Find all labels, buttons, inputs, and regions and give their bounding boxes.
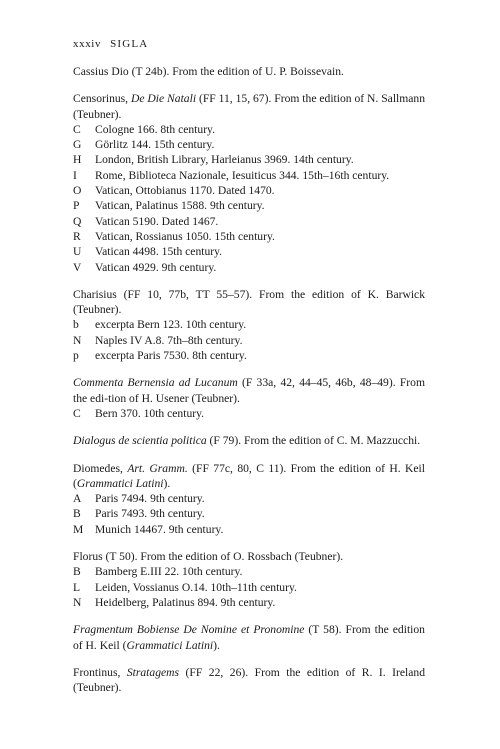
manuscript-row (73, 244, 425, 259)
source-text: Cassius Dio (T 24b). From the edition of U. P. Boissevain. (73, 65, 344, 78)
siglum: U (73, 245, 82, 259)
manuscript-description: Vatican 4498. 15th century. (95, 245, 223, 259)
running-head (73, 38, 148, 50)
manuscript-row (73, 333, 425, 348)
manuscript-description: Munich 14467. 9th century. (95, 522, 224, 536)
entry-source (73, 91, 425, 122)
manuscript-description: excerpta Bern 123. 10th century. (95, 318, 247, 332)
siglum: V (73, 260, 82, 274)
sigla-entry (73, 287, 425, 363)
entry-source (73, 549, 425, 564)
source-text: Diomedes, (73, 461, 128, 475)
manuscript-row (73, 152, 425, 167)
source-text: Charisius (FF 10, 77b, TT 55–57). From the edition of K. Barwick (Teubner). (73, 287, 425, 317)
manuscript-description: Vatican, Palatinus 1588. 9th century. (95, 199, 265, 213)
siglum: N (73, 333, 82, 347)
siglum: M (73, 522, 84, 536)
manuscript-row (73, 168, 425, 183)
manuscript-row (73, 260, 425, 275)
italic-title: Commenta Bernensia ad Lucanum (73, 376, 238, 390)
running-head-title: SIGLA (110, 38, 149, 50)
manuscript-description: Bern 370. 10th century. (95, 406, 205, 420)
sigla-entry (73, 433, 425, 448)
sigla-entry (73, 64, 425, 79)
page-number: xxxiv (73, 38, 102, 50)
sigla-entry (73, 622, 425, 653)
source-text: (F 33a, 42, 44–45, 46b, 48–49). From the edi-tion of H. Usener (Teubner). (73, 376, 425, 405)
manuscript-row (73, 522, 425, 537)
siglum: B (73, 565, 81, 579)
entry-source (73, 433, 425, 448)
manuscript-row (73, 506, 425, 521)
manuscript-row (73, 491, 425, 506)
source-text: (FF 77c, 80, C 11). From the edition of H. Keil ( (73, 461, 425, 490)
manuscript-row (73, 122, 425, 137)
italic-title: Dialogus de scientia politica (73, 434, 207, 448)
sigla-entry (73, 549, 425, 610)
manuscript-description: Vatican 5190. Dated 1467. (95, 214, 219, 228)
manuscript-row (73, 317, 425, 332)
siglum: C (73, 122, 81, 136)
manuscript-description: Paris 7494. 9th century. (95, 492, 205, 506)
manuscript-description: Heidelberg, Palatinus 894. 9th century. (95, 595, 276, 609)
manuscript-description: Vatican 4929. 9th century. (95, 260, 217, 274)
source-text: ). (163, 476, 171, 490)
manuscript-row (73, 137, 425, 152)
manuscript-description: London, British Library, Harleianus 3969. 14th century. (95, 153, 354, 167)
manuscript-row (73, 229, 425, 244)
source-text: ). (213, 638, 220, 652)
entry-source (73, 622, 425, 653)
manuscript-description: Cologne 166. 8th century. (95, 122, 215, 136)
siglum: Q (73, 214, 82, 228)
manuscript-row (73, 406, 425, 421)
entry-source (73, 287, 425, 318)
manuscript-description: Bamberg E.III 22. 10th century. (95, 565, 243, 579)
manuscript-description: Naples IV A.8. 7th–8th century. (95, 333, 243, 347)
entry-source (73, 375, 425, 406)
entry-source (73, 461, 425, 492)
source-text: (FF 22, 26). From the edition of R. I. Ireland (Teubner). (73, 665, 426, 695)
manuscript-description: Rome, Biblioteca Nazionale, Iesuiticus 344. 15th–16th century. (95, 168, 390, 182)
siglum: O (73, 184, 82, 198)
source-text: (T 58). From the edition of H. Keil ( (73, 623, 425, 652)
siglum: G (73, 138, 82, 152)
italic-title: Stratagems (126, 665, 180, 679)
siglum: b (73, 318, 79, 332)
manuscript-row (73, 198, 425, 213)
siglum: I (73, 168, 77, 182)
manuscript-description: Vatican, Ottobianus 1170. Dated 1470. (95, 184, 275, 198)
source-text: Frontinus, (73, 665, 127, 679)
italic-title: Fragmentum Bobiense De Nomine et Pronomine (73, 623, 305, 637)
source-text: Florus (T 50). From the edition of O. Rossbach (Teubner). (73, 550, 344, 564)
manuscript-row (73, 348, 425, 363)
sigla-entry (73, 461, 425, 537)
sigla-entry (73, 665, 425, 696)
siglum: P (73, 199, 80, 213)
manuscript-description: Görlitz 144. 15th century. (95, 138, 215, 152)
manuscript-description: Vatican, Rossianus 1050. 15th century. (95, 229, 275, 243)
source-text: Censorinus, (73, 92, 131, 106)
sigla-list (73, 64, 425, 707)
manuscript-description: excerpta Paris 7530. 8th century. (95, 349, 247, 363)
source-text: (FF 11, 15, 67). From the edition of N. Sallmann (Teubner). (73, 92, 426, 121)
entry-source (73, 64, 425, 79)
siglum: H (73, 153, 82, 167)
manuscript-row (73, 595, 425, 610)
manuscript-description: Paris 7493. 9th century. (95, 507, 205, 521)
siglum: B (73, 507, 81, 521)
siglum: N (73, 595, 82, 609)
manuscript-row (73, 564, 425, 579)
siglum: C (73, 406, 81, 420)
siglum: p (73, 349, 79, 363)
manuscript-description: Leiden, Vossianus O.14. 10th–11th century. (95, 580, 297, 594)
italic-title: Grammatici Latini (126, 638, 214, 652)
sigla-entry (73, 375, 425, 421)
manuscript-row (73, 214, 425, 229)
source-text: (F 79). From the edition of C. M. Mazzucchi. (206, 434, 421, 448)
entry-source (73, 665, 425, 696)
siglum: R (73, 229, 81, 243)
sigla-entry (73, 91, 425, 275)
siglum: L (73, 580, 81, 594)
italic-title: Art. Gramm. (127, 461, 188, 475)
italic-title: De Die Natali (130, 92, 197, 106)
siglum: A (73, 492, 82, 506)
manuscript-row (73, 580, 425, 595)
manuscript-row (73, 183, 425, 198)
italic-title: Grammatici Latini (76, 476, 164, 490)
